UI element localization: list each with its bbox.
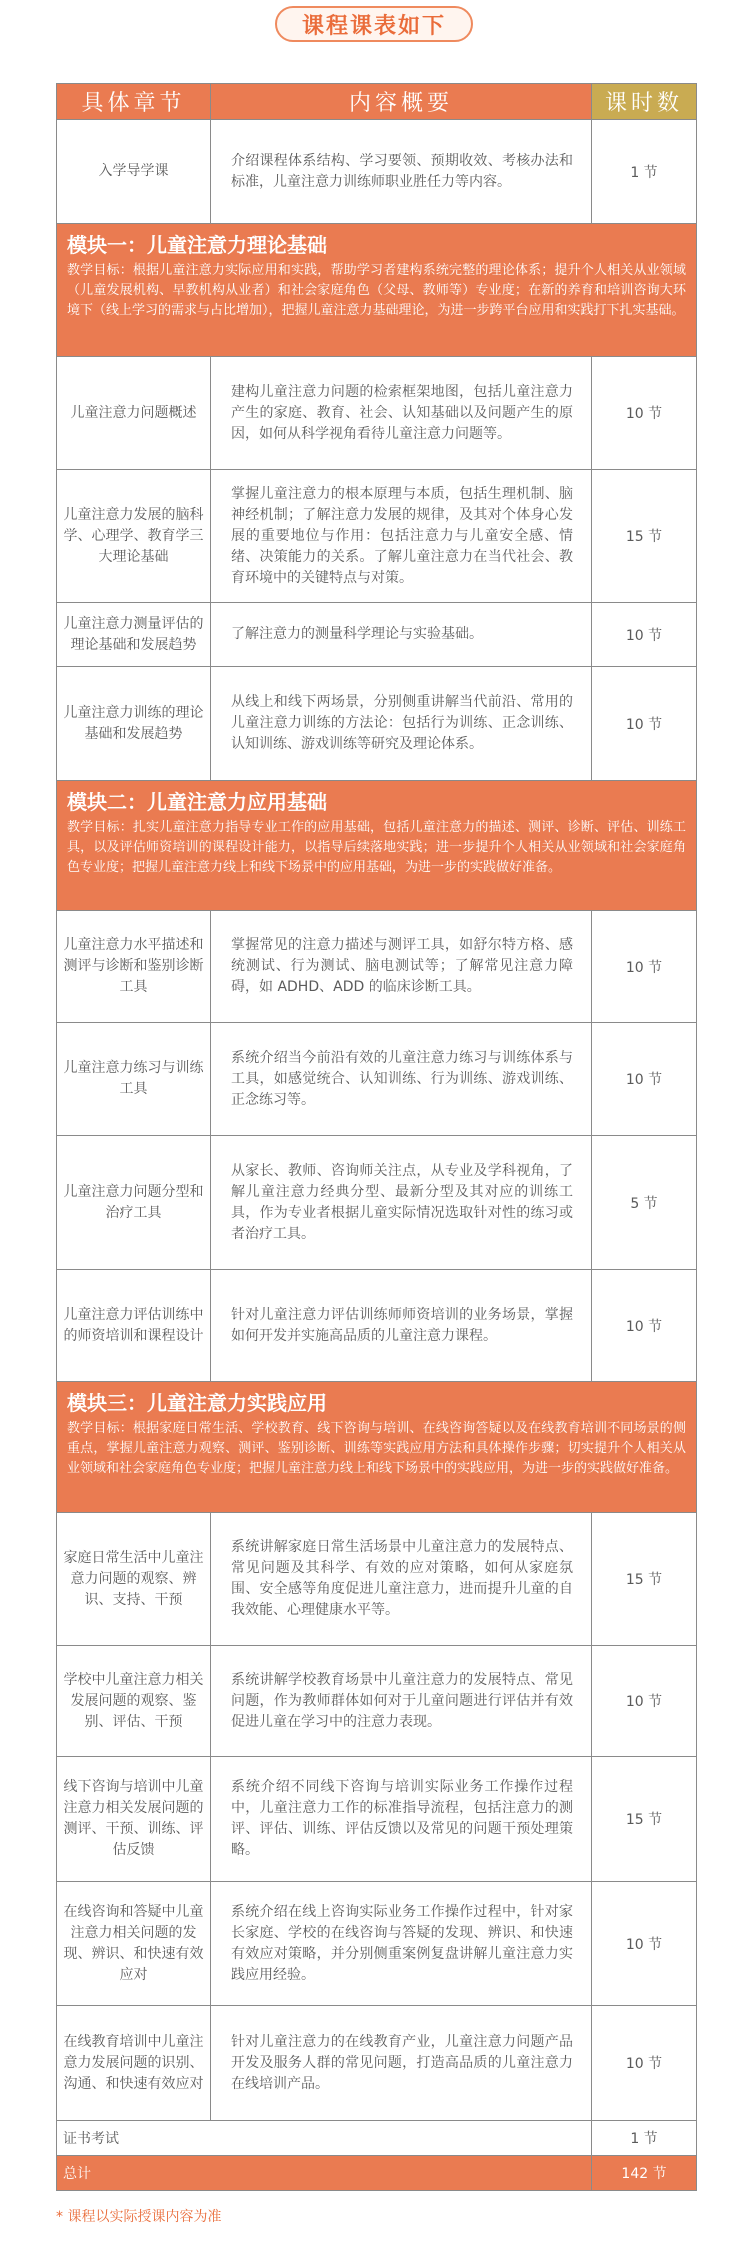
table-row <box>57 470 697 603</box>
row-hours: 10 节 <box>592 1882 697 2006</box>
row-summary: 掌握常见的注意力描述与测评工具，如舒尔特方格、感统测试、行为测试、脑电测试等；了解常见注意力障碍，如 ADHD、ADD 的临床诊断工具。 <box>211 911 592 1023</box>
row-chapter: 儿童注意力问题分型和治疗工具 <box>57 1136 211 1270</box>
row-chapter: 儿童注意力练习与训练工具 <box>57 1023 211 1136</box>
row-chapter: 儿童注意力问题概述 <box>57 357 211 470</box>
row-hours: 10 节 <box>592 1270 697 1382</box>
row-hours: 10 节 <box>592 667 697 781</box>
table-row <box>57 1757 697 1882</box>
row-hours: 10 节 <box>592 357 697 470</box>
row-chapter: 学校中儿童注意力相关发展问题的观察、鉴别、评估、干预 <box>57 1646 211 1757</box>
row-chapter: 入学导学课 <box>57 120 211 224</box>
table-row <box>57 1270 697 1382</box>
row-chapter: 儿童注意力测量评估的理论基础和发展趋势 <box>57 603 211 667</box>
row-summary: 系统讲解学校教育场景中儿童注意力的发展特点、常见问题，作为教师群体如何对于儿童问题进行评估并有效促进儿童在学习中的注意力表现。 <box>211 1646 592 1757</box>
table-row <box>57 603 697 667</box>
row-hours: 10 节 <box>592 1646 697 1757</box>
table-row <box>57 2006 697 2121</box>
row-summary: 从家长、教师、咨询师关注点，从专业及学科视角，了解儿童注意力经典分型、最新分型及其对应的训练工具，作为专业者根据儿童实际情况选取针对性的练习或者治疗工具。 <box>211 1136 592 1270</box>
row-hours: 15 节 <box>592 1513 697 1646</box>
header-chapter: 具体章节 <box>57 84 211 120</box>
module-goal: 教学目标：根据儿童注意力实际应用和实践，帮助学习者建构系统完整的理论体系；提升个人相关从业领域（儿童发展机构、早教机构从业者）和社会家庭角色（父母、教师等）专业度；在新的养育和培训咨询大环境下（线上学习的需求与占比增加），把握儿童注意力基础理论，为进一步跨平台应用和实践打下扎实基础。 <box>67 263 686 318</box>
module-row <box>57 1382 697 1513</box>
module-cell <box>57 1382 697 1513</box>
table-row <box>57 1513 697 1646</box>
row-summary: 建构儿童注意力问题的检索框架地图，包括儿童注意力产生的家庭、教育、社会、认知基础以及问题产生的原因，如何从科学视角看待儿童注意力问题等。 <box>211 357 592 470</box>
title-area <box>0 0 750 46</box>
row-summary: 系统介绍不同线下咨询与培训实际业务工作操作过程中，儿童注意力工作的标准指导流程，包括注意力的测评、评估、训练、评估反馈以及常见的问题干预处理策略。 <box>211 1757 592 1882</box>
table-row <box>57 667 697 781</box>
row-hours: 10 节 <box>592 2006 697 2121</box>
footnote: * 课程以实际授课内容为准 <box>56 2209 222 2225</box>
page-title: 课程课表如下 <box>275 6 473 42</box>
row-hours: 15 节 <box>592 470 697 603</box>
table-row <box>57 1646 697 1757</box>
module-goal: 教学目标：扎实儿童注意力指导专业工作的应用基础，包括儿童注意力的描述、测评、诊断、评估、训练工具，以及评估师资培训的课程设计能力，以指导后续落地实践；进一步提升个人相关从业领域和社会家庭角色专业度；把握儿童注意力线上和线下场景中的应用基础，为进一步的实践做好准备。 <box>67 820 686 875</box>
row-summary: 针对儿童注意力评估训练师师资培训的业务场景，掌握如何开发并实施高品质的儿童注意力课程。 <box>211 1270 592 1382</box>
row-summary: 系统讲解家庭日常生活场景中儿童注意力的发展特点、常见问题及其科学、有效的应对策略，如何从家庭氛围、安全感等角度促进儿童注意力，进而提升儿童的自我效能、心理健康水平等。 <box>211 1513 592 1646</box>
total-row <box>57 2156 697 2191</box>
row-chapter: 在线咨询和答疑中儿童注意力相关问题的发现、辨识、和快速有效应对 <box>57 1882 211 2006</box>
header-hours: 课时数 <box>592 84 697 120</box>
row-hours: 10 节 <box>592 1023 697 1136</box>
row-hours: 1 节 <box>592 120 697 224</box>
row-chapter: 线下咨询与培训中儿童注意力相关发展问题的测评、干预、训练、评估反馈 <box>57 1757 211 1882</box>
row-chapter: 儿童注意力训练的理论基础和发展趋势 <box>57 667 211 781</box>
module-title: 模块二：儿童注意力应用基础 <box>67 790 327 814</box>
row-summary: 系统介绍在线上咨询实际业务工作操作过程中，针对家长家庭、学校的在线咨询与答疑的发现、辨识、和快速有效应对策略，并分别侧重案例复盘讲解儿童注意力实践应用经验。 <box>211 1882 592 2006</box>
table-row <box>57 357 697 470</box>
row-chapter: 儿童注意力发展的脑科学、心理学、教育学三大理论基础 <box>57 470 211 603</box>
table-row <box>57 120 697 224</box>
row-chapter: 儿童注意力水平描述和测评与诊断和鉴别诊断工具 <box>57 911 211 1023</box>
row-summary: 系统介绍当今前沿有效的儿童注意力练习与训练体系与工具，如感觉统合、认知训练、行为训练、游戏训练、正念练习等。 <box>211 1023 592 1136</box>
module-goal: 教学目标：根据家庭日常生活、学校教育、线下咨询与培训、在线咨询答疑以及在线教育培训不同场景的侧重点，掌握儿童注意力观察、测评、鉴别诊断、训练等实践应用方法和具体操作步骤；切实提升个人相关从业领域和社会家庭角色专业度；把握儿童注意力线上和线下场景中的实践应用，为进一步的实践做好准备。 <box>67 1421 686 1476</box>
row-summary: 介绍课程体系结构、学习要领、预期收效、考核办法和标准，儿童注意力训练师职业胜任力等内容。 <box>211 120 592 224</box>
row-hours: 5 节 <box>592 1136 697 1270</box>
row-summary: 掌握儿童注意力的根本原理与本质，包括生理机制、脑神经机制；了解注意力发展的规律，及其对个体身心发展的重要地位与作用：包括注意力与儿童安全感、情绪、决策能力的关系。了解儿童注意力在当代社会、教育环境中的关键特点与对策。 <box>211 470 592 603</box>
cert-row <box>57 2121 697 2156</box>
row-chapter: 儿童注意力评估训练中的师资培训和课程设计 <box>57 1270 211 1382</box>
row-hours: 15 节 <box>592 1757 697 1882</box>
module-row <box>57 224 697 357</box>
row-chapter: 家庭日常生活中儿童注意力问题的观察、辨识、支持、干预 <box>57 1513 211 1646</box>
row-hours: 10 节 <box>592 911 697 1023</box>
table-row <box>57 1882 697 2006</box>
course-table <box>56 83 697 2191</box>
row-summary: 从线上和线下两场景，分别侧重讲解当代前沿、常用的儿童注意力训练的方法论：包括行为训练、正念训练、认知训练、游戏训练等研究及理论体系。 <box>211 667 592 781</box>
table-row <box>57 1023 697 1136</box>
module-row <box>57 781 697 911</box>
table-row <box>57 1136 697 1270</box>
module-title: 模块三：儿童注意力实践应用 <box>67 1391 327 1415</box>
row-hours: 10 节 <box>592 603 697 667</box>
row-summary: 针对儿童注意力的在线教育产业，儿童注意力问题产品开发及服务人群的常见问题，打造高品质的儿童注意力在线培训产品。 <box>211 2006 592 2121</box>
module-title: 模块一：儿童注意力理论基础 <box>67 233 327 257</box>
module-cell <box>57 224 697 357</box>
table-header-row <box>57 84 697 120</box>
table-row <box>57 911 697 1023</box>
cert-label: 证书考试 <box>57 2121 592 2156</box>
cert-hours: 1 节 <box>592 2121 697 2156</box>
total-label: 总计 <box>57 2156 592 2191</box>
module-cell <box>57 781 697 911</box>
row-chapter: 在线教育培训中儿童注意力发展问题的识别、沟通、和快速有效应对 <box>57 2006 211 2121</box>
total-hours: 142 节 <box>592 2156 697 2191</box>
header-summary: 内容概要 <box>211 84 592 120</box>
row-summary: 了解注意力的测量科学理论与实验基础。 <box>211 603 592 667</box>
